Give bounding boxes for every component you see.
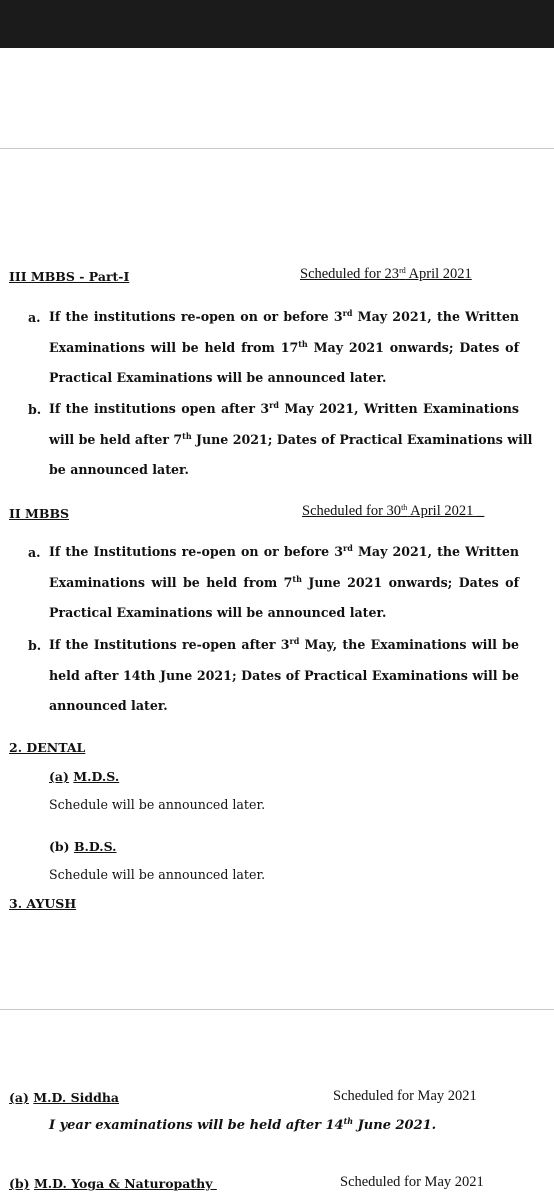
paragraph-line: Practical Examinations will be announced later. bbox=[49, 605, 387, 621]
md-siddha-label: (a) M.D. Siddha bbox=[9, 1090, 120, 1105]
mbbs-2-item-a bbox=[49, 537, 519, 629]
item-marker: a. bbox=[28, 310, 41, 325]
bds-schedule-text: Schedule will be announced later. bbox=[49, 867, 266, 882]
md-yoga-label: (b) M.D. Yoga & Naturopathy bbox=[9, 1176, 217, 1191]
paragraph-line: be announced later. bbox=[49, 462, 189, 478]
paragraph-line: Examinations will be held from 17th May 2021 onwards; Dates of bbox=[49, 338, 519, 355]
mbbs-part1-item-a bbox=[49, 302, 519, 394]
mbbs-part1-item-b bbox=[49, 394, 533, 486]
mbbs-part1-schedule: Scheduled for 23rd April 2021 bbox=[300, 266, 472, 282]
top-status-bar bbox=[0, 0, 554, 48]
md-siddha-schedule: Scheduled for May 2021 bbox=[333, 1088, 477, 1104]
mbbs-part1-heading: III MBBS - Part-I bbox=[9, 269, 130, 284]
page-break-top bbox=[0, 148, 554, 149]
dental-heading: 2. DENTAL bbox=[9, 740, 86, 755]
paragraph-line: Practical Examinations will be announced later. bbox=[49, 370, 387, 386]
mds-label: (a) M.D.S. bbox=[49, 769, 120, 784]
page-break-bottom bbox=[0, 1009, 554, 1010]
paragraph-line: If the Institutions re-open on or before 3rd May 2021, the Written bbox=[49, 543, 519, 559]
ayush-heading: 3. AYUSH bbox=[9, 896, 77, 911]
md-yoga-schedule: Scheduled for May 2021 bbox=[340, 1174, 484, 1190]
item-marker: a. bbox=[28, 545, 41, 560]
paragraph-line: will be held after 7th June 2021; Dates of Practical Examinations will bbox=[49, 430, 533, 447]
paragraph-line: Examinations will be held from 7th June 2021 onwards; Dates of bbox=[49, 573, 519, 590]
mbbs-2-schedule: Scheduled for 30th April 2021 _ bbox=[302, 503, 485, 519]
paragraph-line: announced later. bbox=[49, 698, 168, 714]
paragraph-line: If the institutions open after 3rd May 2021, Written Examinations bbox=[49, 400, 519, 416]
item-marker: b. bbox=[28, 638, 42, 653]
bds-label: (b) B.D.S. bbox=[49, 839, 117, 854]
mds-schedule-text: Schedule will be announced later. bbox=[49, 797, 266, 812]
item-marker: b. bbox=[28, 402, 42, 417]
mbbs-2-item-b bbox=[49, 630, 519, 722]
mbbs-2-heading: II MBBS bbox=[9, 506, 70, 521]
paragraph-line: If the Institutions re-open after 3rd May, the Examinations will be bbox=[49, 636, 519, 652]
paragraph-line: If the institutions re-open on or before 3rd May 2021, the Written bbox=[49, 308, 519, 324]
paragraph-line: held after 14th June 2021; Dates of Practical Examinations will be bbox=[49, 667, 519, 683]
md-siddha-note: I year examinations will be held after 14th June 2021. bbox=[49, 1116, 437, 1133]
